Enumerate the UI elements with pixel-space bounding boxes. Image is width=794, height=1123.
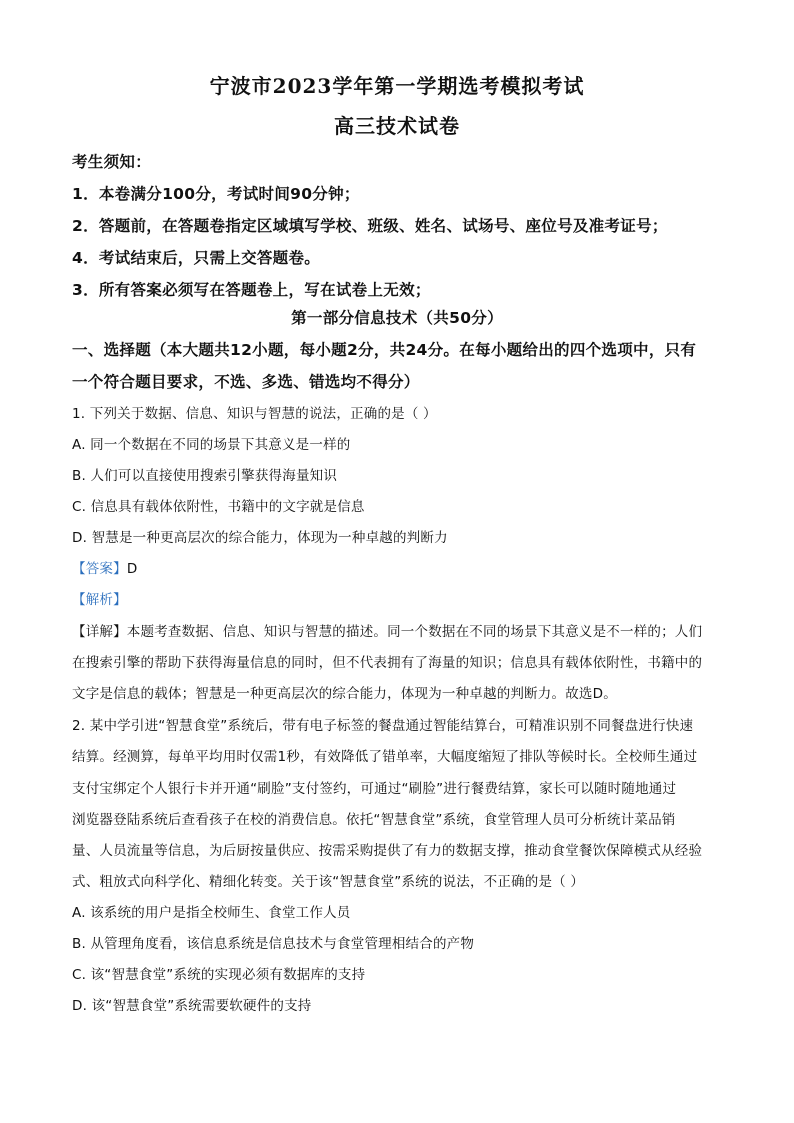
explanation-line: 文字是信息的载体；智慧是一种更高层次的综合能力，体现为一种卓越的判断力。故选D。 [72,686,617,702]
question-2-stem: 结算。经测算，每单平均用时仅需1秒，有效降低了错单率，大幅度缩短了排队等候时长。全校师生通过 [72,749,698,765]
q1-option-b: B. 人们可以直接使用搜索引擎获得海量知识 [72,468,338,484]
notice-item: 3．所有答案必须写在答题卷上，写在试卷上无效； [72,281,431,299]
answer-tag: 【答案】 [72,561,127,577]
answer-line [72,557,137,577]
analysis-tag: 【解析】 [72,592,127,608]
question-2-stem: 量、人员流量等信息，为后厨按量供应、按需采购提供了有力的数据支撑，推动食堂餐饮保障模式从经验 [72,843,703,859]
question-1-stem: 1. 下列关于数据、信息、知识与智慧的说法，正确的是（ ） [72,406,437,422]
explanation-line: 在搜索引擎的帮助下获得海量信息的同时，但不代表拥有了海量的知识；信息具有载体依附性，书籍中的 [72,655,703,671]
notice-heading: 考生须知： [72,153,152,171]
notice-item: 1．本卷满分100分，考试时间90分钟； [72,185,360,203]
q2-option-a: A. 该系统的用户是指全校师生、食堂工作人员 [72,905,351,921]
answer-value: D [126,561,138,577]
question-2-stem: 2. 某中学引进“智慧食堂”系统后，带有电子标签的餐盘通过智能结算台，可精准识别不同餐盘进行快速 [72,718,694,734]
explanation-line: 【详解】本题考查数据、信息、知识与智慧的描述。同一个数据在不同的场景下其意义是不一样的；人们 [72,624,703,640]
q2-option-d: D. 该“智慧食堂”系统需要软硬件的支持 [72,998,312,1014]
exam-title: 宁波市2023学年第一学期选考模拟考试 [209,74,585,98]
question-2-stem: 式、粗放式向科学化、精细化转变。关于该“智慧食堂”系统的说法，不正确的是（ ） [72,874,585,890]
q1-option-a: A. 同一个数据在不同的场景下其意义是一样的 [72,437,351,453]
exam-subtitle: 高三技术试卷 [334,114,460,138]
q2-option-c: C. 该“智慧食堂”系统的实现必须有数据库的支持 [72,967,366,983]
question-2-stem: 浏览器登陆系统后查看孩子在校的消费信息。依托“智慧食堂”系统，食堂管理人员可分析统计菜品销 [72,812,676,828]
q1-option-c: C. 信息具有载体依附性，书籍中的文字就是信息 [72,499,365,515]
q1-option-d: D. 智慧是一种更高层次的综合能力，体现为一种卓越的判断力 [72,530,448,546]
part-title: 第一部分信息技术（共50分） [291,309,503,327]
notice-item: 2．答题前，在答题卷指定区域填写学校、班级、姓名、试场号、座位号及准考证号； [72,217,668,235]
section-heading: 一、选择题（本大题共12小题，每小题2分，共24分。在每小题给出的四个选项中，只有 [72,341,697,359]
question-2-stem: 支付宝绑定个人银行卡并开通“刷脸”支付签约，可通过“刷脸”进行餐费结算，家长可以随时随地通过 [72,781,677,797]
section-heading: 一个符合题目要求，不选、多选、错选均不得分） [72,373,420,391]
notice-item: 4．考试结束后，只需上交答题卷。 [72,249,321,267]
q2-option-b: B. 从管理角度看，该信息系统是信息技术与食堂管理相结合的产物 [72,936,475,952]
